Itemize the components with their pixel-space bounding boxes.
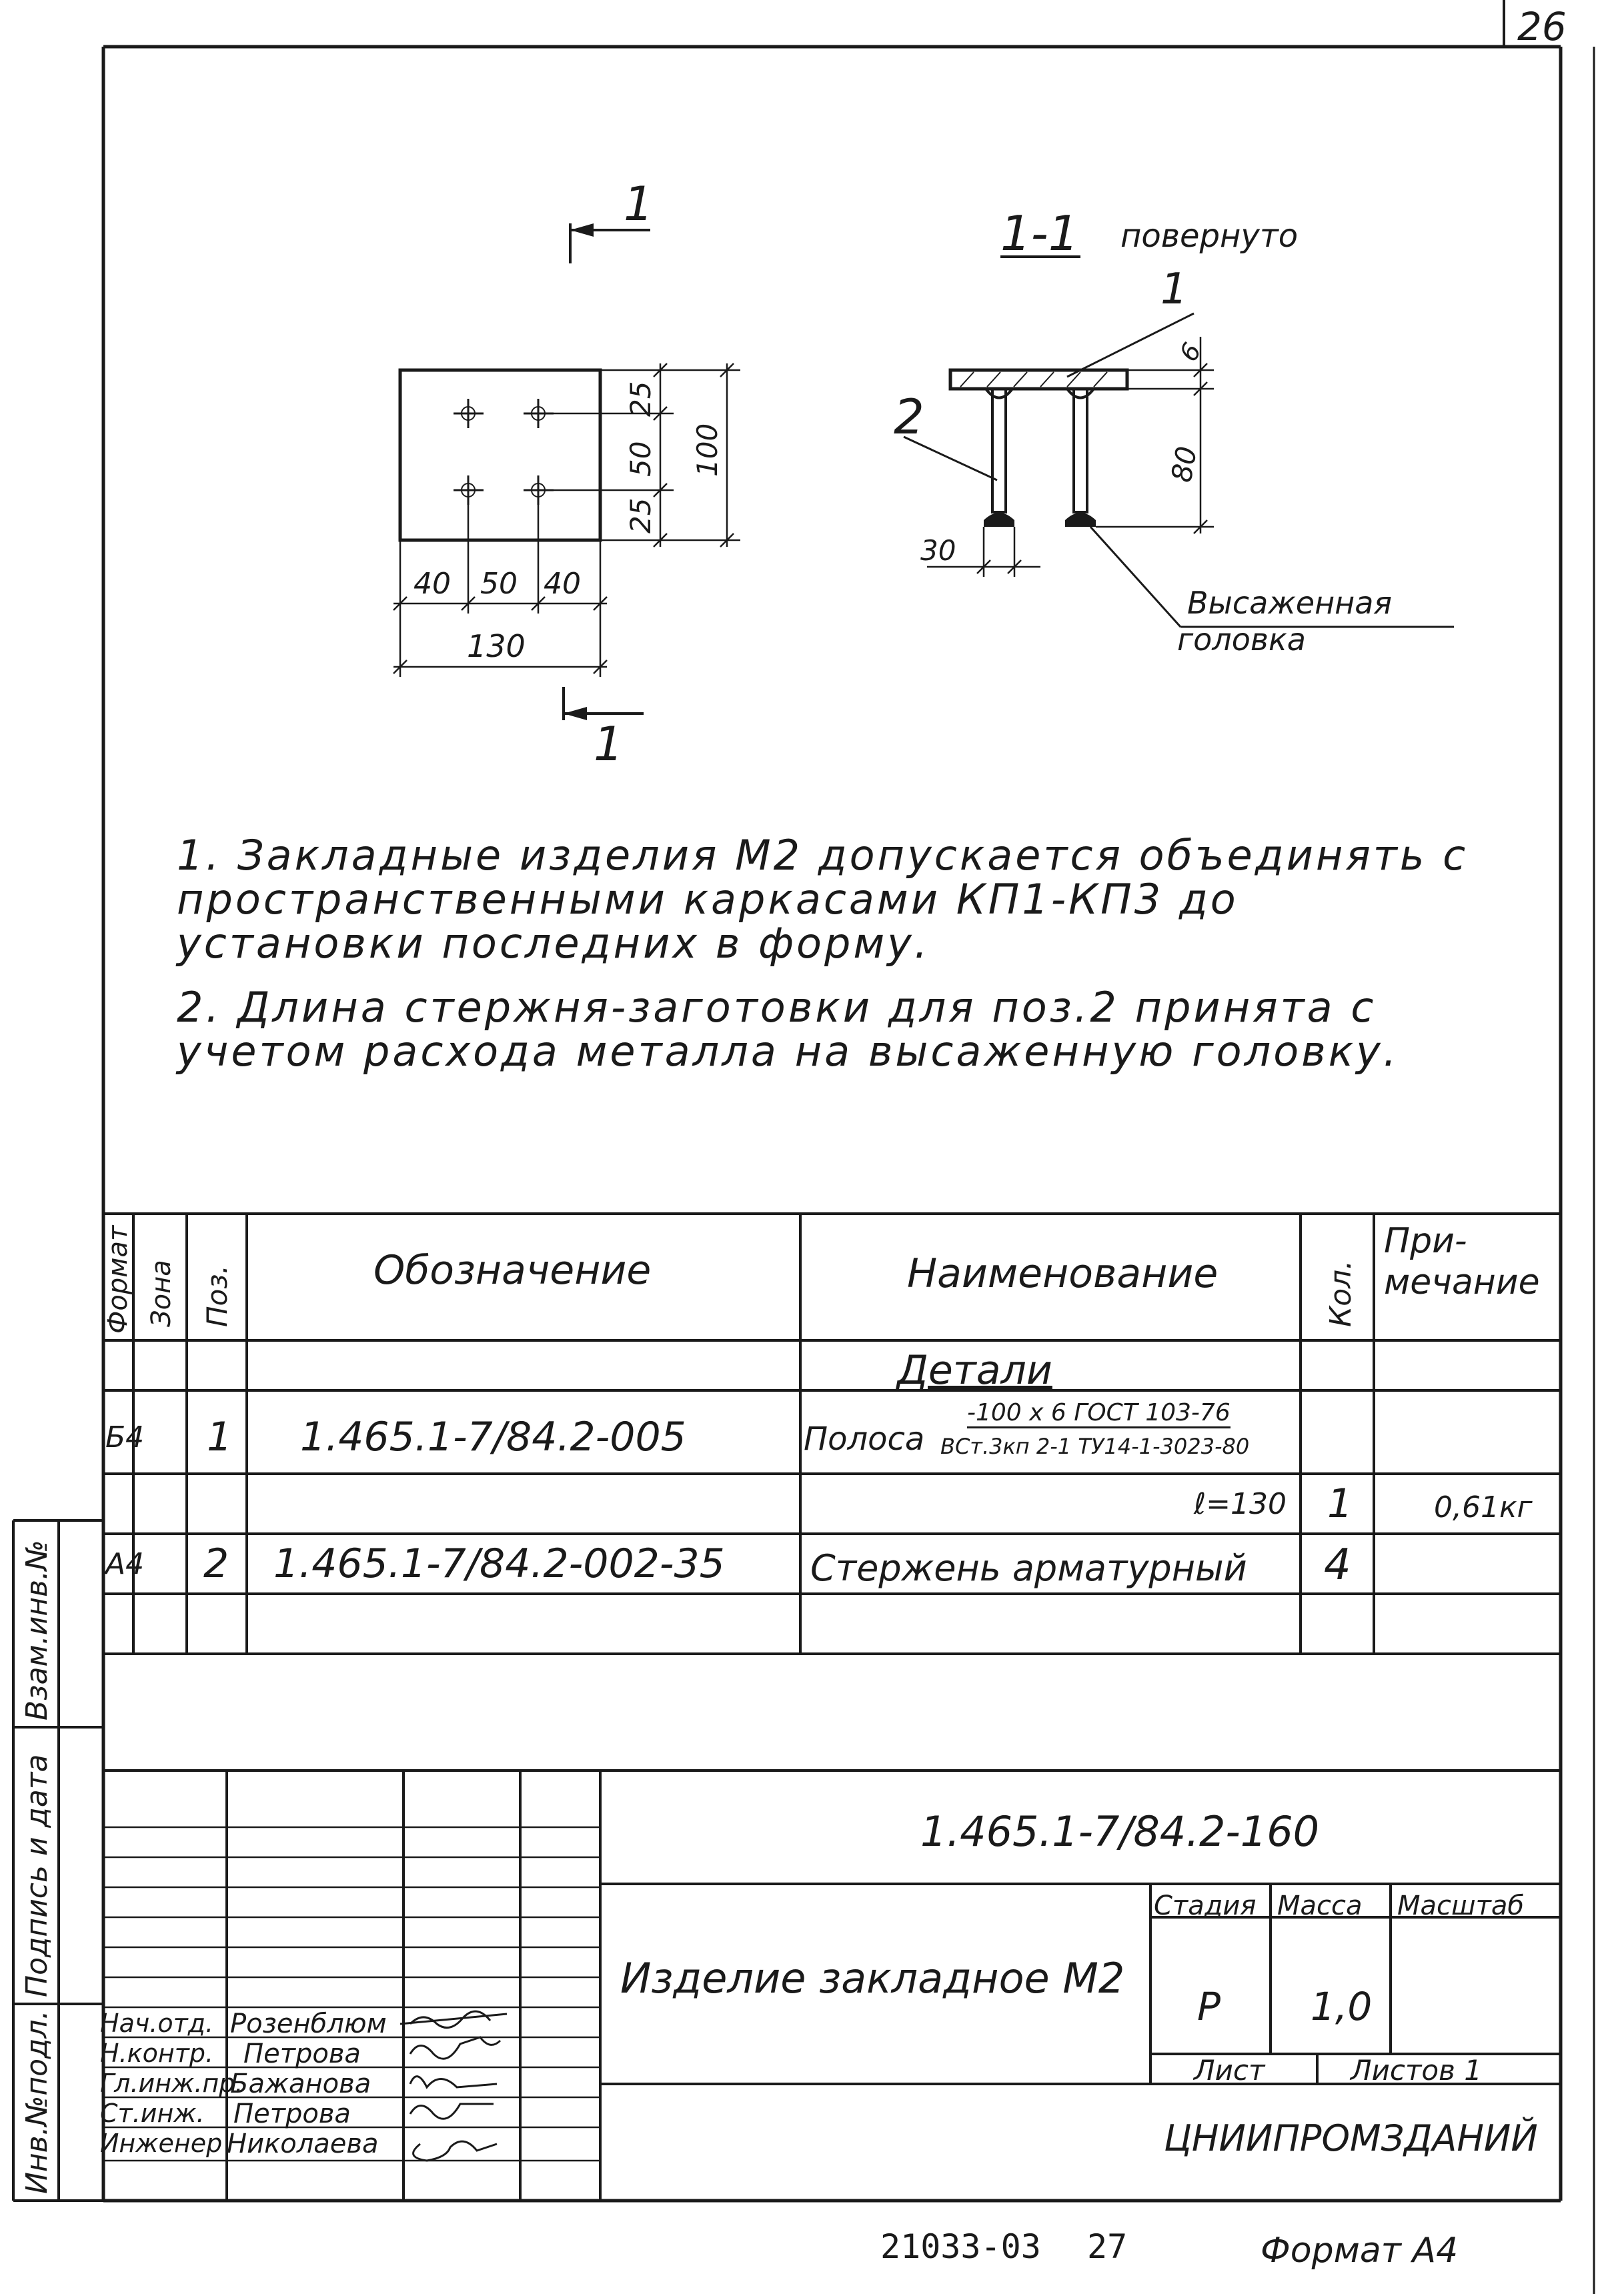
side-sign-date: Подпись и дата [20,1754,54,1997]
row1-name-fraction-top: -100 х 6 ГОСТ 103-76 [967,1399,1231,1428]
sign-name: Розенблюм [230,2009,387,2039]
header-note: При-мечание [1384,1221,1540,1302]
stage-value: Р [1197,1984,1221,2029]
sheet-number: 26 [1517,4,1567,49]
doc-code: 1.465.1-7/84.2-160 [920,1807,1320,1856]
row1-format: Б4 [105,1420,145,1454]
row2-pos: 2 [203,1540,229,1587]
header-designation: Обозначение [373,1247,652,1294]
row2-qty: 4 [1324,1540,1351,1590]
row1-pos: 1 [207,1414,233,1460]
section-title: 1-1 [1000,205,1079,261]
sign-role: Ст.инж. [100,2099,205,2128]
page-number: 27 [1087,2227,1128,2266]
header-name: Наименование [907,1250,1219,1297]
side-inv-orig: Инв.№подл. [20,2010,54,2194]
format-label: Формат А4 [1261,2231,1459,2271]
dim-40-left: 40 [414,567,451,601]
header-qty: Кол. [1324,1260,1358,1327]
sign-name: Бажанова [230,2069,371,2099]
mass-label: Масса [1277,1891,1363,1921]
pos2-label: 2 [894,389,924,445]
note-2: 2. Длина стержня-заготовки для поз.2 принята с учетом расхода металла на высаженную головку. [177,983,1399,1076]
stage-label: Стадия [1154,1891,1257,1921]
dim-25-top: 25 [624,381,657,417]
sign-role: Нач.отд. [100,2009,214,2038]
row2-name: Стержень арматурный [810,1547,1247,1589]
spec-section-title: Детали [897,1347,1052,1394]
dim-100: 100 [691,423,724,477]
sign-name: Петрова [233,2099,351,2129]
header-pos: Поз. [201,1265,233,1327]
section-mark-bottom: 1 [594,717,624,772]
pos1-label: 1 [1160,265,1188,314]
row1-designation: 1.465.1-7/84.2-005 [300,1414,686,1460]
side-inv-replace: Взам.инв.№ [20,1540,54,1720]
row1-name-extra: ℓ=130 [1194,1487,1287,1521]
sign-role: Инженер [100,2129,223,2158]
header-format: Формат [103,1225,133,1334]
sign-role: Н.контр. [100,2039,214,2068]
product-name: Изделие закладное М2 [620,1954,1125,2003]
dim-80: 80 [1164,443,1204,485]
row1-qty: 1 [1327,1480,1353,1527]
head-label-line2: головка [1177,622,1306,658]
scale-label: Масштаб [1397,1891,1525,1921]
note-1: 1. Закладные изделия М2 допускается объединять с пространственными каркасами КП1-КП3 до установки последних в форму. [177,831,1469,968]
row2-designation: 1.465.1-7/84.2-002-35 [273,1540,725,1587]
row1-name-fraction-bottom: ВСт.3кп 2-1 ТУ14-1-3023-80 [940,1434,1250,1459]
row1-note: 0,61кг [1434,1490,1533,1524]
dim-50-horiz: 50 [480,567,518,601]
notes [177,831,1477,1076]
signatures-graphics [400,2011,507,2161]
mass-value: 1,0 [1311,1984,1373,2029]
section-note: повернуто [1120,217,1299,255]
row1-name: Полоса [804,1420,925,1458]
plan-view [393,223,740,720]
header-zone: Зона [146,1260,177,1327]
section-mark-top: 1 [624,177,654,231]
dim-130: 130 [467,628,526,664]
dim-30: 30 [920,534,956,567]
dim-40-right: 40 [544,567,581,601]
dim-50-vert: 50 [624,441,657,477]
sheet-frame [103,0,1594,2294]
sign-name: Николаева [227,2129,379,2159]
row2-format: А4 [105,1547,145,1581]
dim-6: 6 [1173,337,1207,367]
sign-role: Гл.инж.пр. [100,2069,243,2098]
archive-number: 21033-03 [880,2227,1041,2266]
sheet-label: Лист [1194,2054,1265,2087]
sheets-label: Листов 1 [1351,2054,1482,2087]
organization: ЦНИИПРОМЗДАНИЙ [1164,2117,1538,2159]
dim-25-bottom: 25 [624,497,657,533]
sign-name: Петрова [243,2039,361,2069]
head-label-line1: Высаженная [1187,585,1393,621]
